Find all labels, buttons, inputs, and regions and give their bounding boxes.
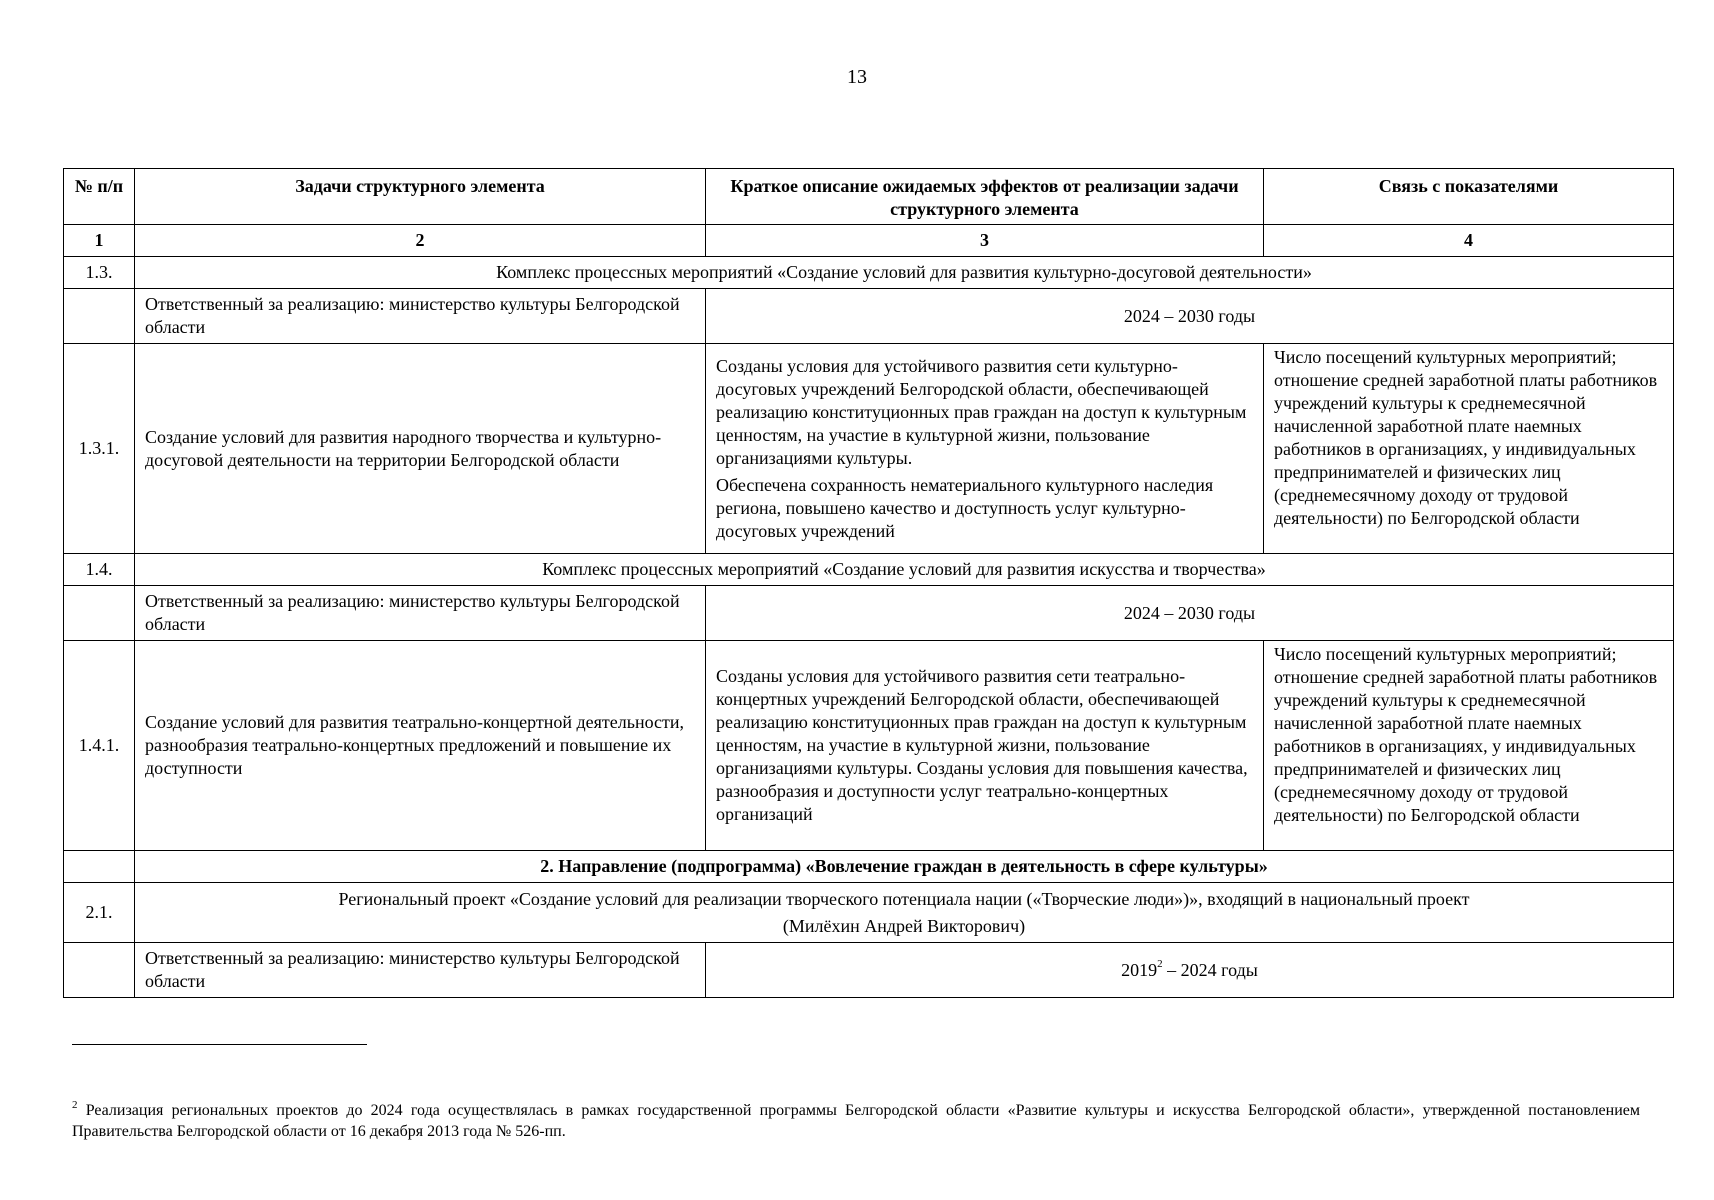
section-row-1-4: [64, 554, 1674, 586]
empty-cell: [64, 586, 135, 641]
empty-cell: [64, 851, 135, 883]
section-title: Комплекс процессных мероприятий «Создание условий для развития искусства и творчества»: [135, 554, 1674, 586]
task-text: Создание условий для развития театрально-концертной деятельности, разнообразия театрально-концертных предложений и повышение их доступности: [135, 641, 706, 851]
header-row: [64, 169, 1674, 225]
responsible-text: Ответственный за реализацию: министерство культуры Белгородской области: [135, 289, 706, 344]
col-number-2: 2: [135, 225, 706, 257]
section-title: [135, 883, 1674, 943]
effect-text: [706, 344, 1264, 554]
period-end: – 2024 годы: [1162, 959, 1258, 980]
footnote-ref: 2: [1157, 957, 1163, 970]
task-text: Создание условий для развития народного творчества и культурно-досуговой деятельности на территории Белгородской области: [135, 344, 706, 554]
footnote-marker: 2: [72, 1099, 78, 1111]
responsible-text: Ответственный за реализацию: министерство культуры Белгородской области: [135, 943, 706, 998]
responsible-row-2-1: [64, 943, 1674, 998]
col-number-3: 3: [706, 225, 1264, 257]
header-num: № п/п: [64, 169, 135, 225]
indicators-text: Число посещений культурных мероприятий; отношение средней заработной платы работников учреждений культуры к среднемесячной начисленной заработной плате наемных работников в организациях, у индивидуальных предпринимателей и физических лиц (среднемесячному доходу от трудовой деятельности) по Белгородской области: [1264, 641, 1674, 851]
direction-title: 2. Направление (подпрограмма) «Вовлечение граждан в деятельность в сфере культуры»: [135, 851, 1674, 883]
effect-paragraph-2: Обеспечена сохранность нематериального культурного наследия региона, повышено качество и доступность услуг культурно-досуговых учреждений: [716, 474, 1214, 541]
column-number-row: [64, 225, 1674, 257]
responsible-text: Ответственный за реализацию: министерство культуры Белгородской области: [135, 586, 706, 641]
row-number: 2.1.: [64, 883, 135, 943]
row-number: 1.3.1.: [64, 344, 135, 554]
section-row-1-3: [64, 257, 1674, 289]
page-number: 13: [847, 66, 867, 88]
footnote-text: Реализация региональных проектов до 2024 года осуществлялась в рамках государственной программы Белгородской области «Развитие культуры и искусства Белгородской области», утвержденной постановлением Правительства Белгородской области от 16 декабря 2013 года № 526-пп.: [72, 1102, 1640, 1140]
section-row-2-1: [64, 883, 1674, 943]
col-number-1: 1: [64, 225, 135, 257]
direction-row-2: [64, 851, 1674, 883]
task-row-1-4-1: [64, 641, 1674, 851]
header-tasks: Задачи структурного элемента: [135, 169, 706, 225]
footnote: [72, 1100, 1640, 1142]
period-text: 2024 – 2030 годы: [706, 586, 1674, 641]
row-number: 1.4.: [64, 554, 135, 586]
row-number: 1.4.1.: [64, 641, 135, 851]
period-start: 2019: [1121, 959, 1158, 980]
structural-elements-table: [63, 168, 1674, 998]
effect-paragraph-1: Созданы условия для устойчивого развития сети культурно-досуговых учреждений Белгородской области, обеспечивающей реализацию конституционных прав граждан на доступ к культурным ценностям, на участие в культурной жизни, пользование организациями культуры.: [716, 355, 1247, 468]
period-text: [706, 943, 1674, 998]
period-text: 2024 – 2030 годы: [706, 289, 1674, 344]
footnote-divider: [72, 1044, 367, 1045]
effect-text: Созданы условия для устойчивого развития сети театрально-концертных учреждений Белгородской области, обеспечивающей реализацию конституционных прав граждан на доступ к культурным ценностям, на участие в культурной жизни, пользование организациями культуры. Созданы условия для повышения качества, разнообразия и доступности услуг театрально-концертных организаций: [706, 641, 1264, 851]
header-indicators: Связь с показателями: [1264, 169, 1674, 225]
indicators-text: Число посещений культурных мероприятий; отношение средней заработной платы работников учреждений культуры к среднемесячной начисленной заработной плате наемных работников в организациях, у индивидуальных предпринимателей и физических лиц (среднемесячному доходу от трудовой деятельности) по Белгородской области: [1264, 344, 1674, 554]
empty-cell: [64, 943, 135, 998]
responsible-row-1-3: [64, 289, 1674, 344]
header-effects: Краткое описание ожидаемых эффектов от реализации задачи структурного элемента: [706, 169, 1264, 225]
section-title-line-2: (Милёхин Андрей Викторович): [782, 915, 1026, 936]
responsible-row-1-4: [64, 586, 1674, 641]
col-number-4: 4: [1264, 225, 1674, 257]
section-title: Комплекс процессных мероприятий «Создание условий для развития культурно-досуговой деятельности»: [135, 257, 1674, 289]
empty-cell: [64, 289, 135, 344]
section-title-line-1: Региональный проект «Создание условий для реализации творческого потенциала нации («Творческие люди»)», входящий в национальный проект: [338, 888, 1470, 909]
row-number: 1.3.: [64, 257, 135, 289]
task-row-1-3-1: [64, 344, 1674, 554]
